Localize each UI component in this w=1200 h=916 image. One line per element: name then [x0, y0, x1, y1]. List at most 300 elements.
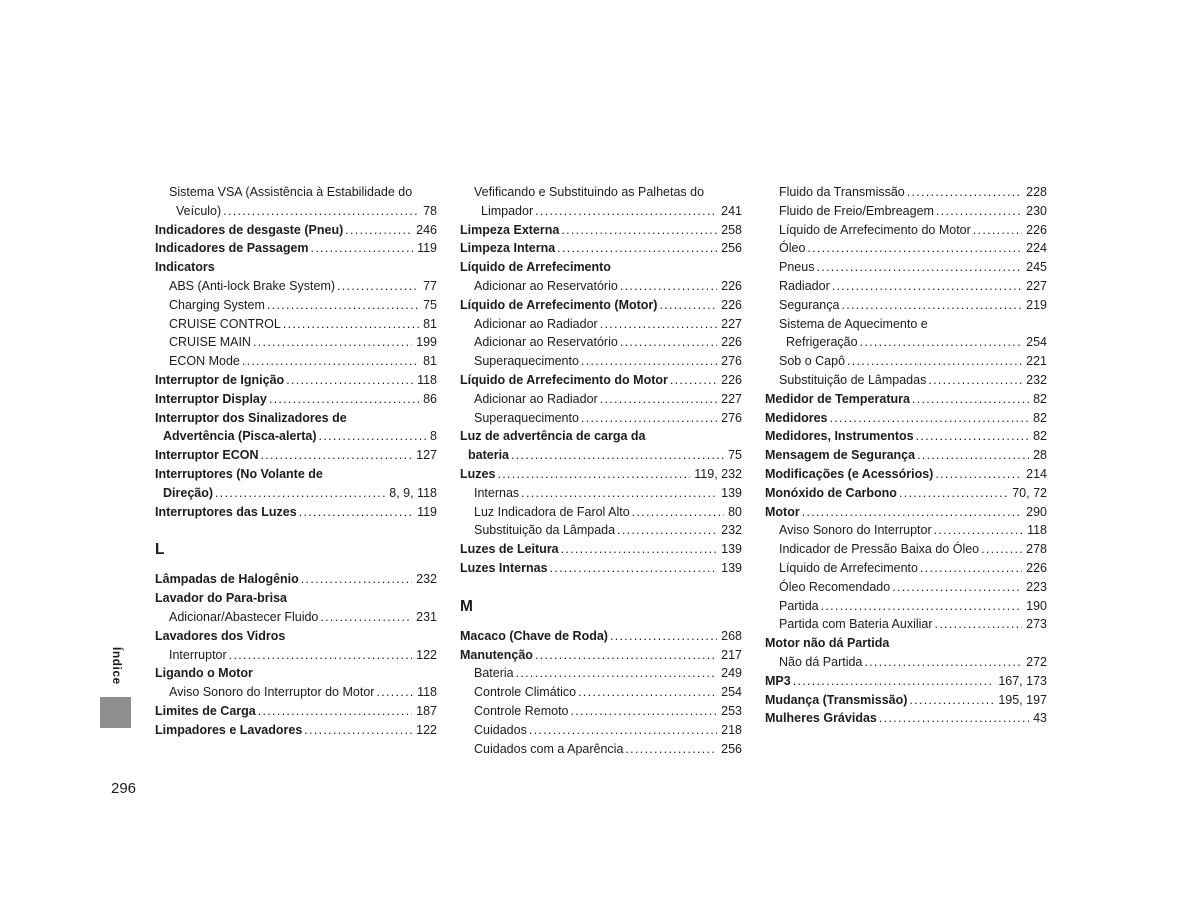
dot-leader [320, 608, 412, 627]
entry-label: Luzes [460, 466, 496, 481]
index-entry [155, 503, 437, 522]
index-entry [460, 371, 742, 390]
index-entry [765, 258, 1047, 277]
entry-label: Limpeza Interna [460, 241, 556, 256]
dot-leader [258, 702, 412, 721]
page-number: 296 [111, 780, 137, 797]
entry-page-number: 226 [721, 372, 742, 387]
entry-label: Interruptor Display [155, 391, 267, 406]
index-entry [460, 202, 742, 221]
dot-leader [242, 352, 419, 371]
dot-leader [916, 427, 1029, 446]
entry-label: ABS (Anti-lock Brake System) [169, 278, 336, 293]
entry-label: Manutenção [460, 647, 533, 662]
entry-page-number: 226 [721, 278, 742, 293]
entry-page-number: 226 [721, 297, 742, 312]
index-entry [765, 333, 1047, 352]
dot-leader [521, 484, 717, 503]
entry-page-number: 226 [1026, 560, 1047, 575]
entry-page-number: 82 [1033, 391, 1047, 406]
entry-label: Interruptor dos Sinalizadores de [155, 410, 347, 425]
entry-page-number: 227 [1026, 278, 1047, 293]
dot-leader [283, 315, 419, 334]
dot-leader [821, 597, 1023, 616]
dot-leader [269, 390, 419, 409]
index-entry [155, 465, 437, 484]
index-entry [460, 352, 742, 371]
entry-label: Direção) [163, 485, 214, 500]
dot-leader [557, 239, 717, 258]
entry-label: Interruptor de Ignição [155, 372, 285, 387]
dot-leader [620, 333, 717, 352]
index-entry [765, 446, 1047, 465]
index-entry [155, 221, 437, 240]
index-entry [765, 277, 1047, 296]
entry-label: Motor [765, 504, 800, 519]
index-entry [460, 333, 742, 352]
entry-label: Radiador [779, 278, 830, 293]
entry-page-number: 127 [416, 448, 437, 463]
index-entry [155, 315, 437, 334]
dot-leader [907, 183, 1022, 202]
index-entry [765, 315, 1047, 334]
entry-label: Indicadores de Passagem [155, 241, 309, 256]
dot-leader [909, 691, 994, 710]
entry-label: Lavador do Para-brisa [155, 591, 287, 606]
entry-page-number: 232 [721, 523, 742, 538]
dot-leader [535, 202, 717, 221]
entry-label: Fluido de Freio/Embreagem [779, 203, 934, 218]
entry-label: CRUISE CONTROL [169, 316, 281, 331]
index-entry [155, 371, 437, 390]
entry-label: Limpador [481, 203, 534, 218]
dot-leader [935, 465, 1022, 484]
index-entry [765, 615, 1047, 634]
entry-label: Superaquecimento [474, 354, 579, 369]
entry-page-number: 119 [417, 504, 437, 519]
dot-leader [311, 239, 414, 258]
index-entry [765, 352, 1047, 371]
entry-label: Luzes de Leitura [460, 542, 559, 557]
entry-page-number: 221 [1026, 354, 1047, 369]
index-entry [155, 627, 437, 646]
entry-page-number: 276 [721, 354, 742, 369]
entry-label: Controle Climático [474, 685, 577, 700]
dot-leader [529, 721, 717, 740]
dot-leader [260, 446, 412, 465]
dot-leader [659, 296, 717, 315]
entry-page-number: 246 [416, 222, 437, 237]
entry-page-number: 118 [417, 372, 437, 387]
index-entry [460, 683, 742, 702]
entry-page-number: 75 [423, 297, 437, 312]
index-entry [155, 589, 437, 608]
dot-leader [625, 740, 717, 759]
dot-leader [571, 702, 718, 721]
entry-page-number: 119 [417, 241, 437, 256]
dot-leader [912, 390, 1029, 409]
dot-leader [832, 277, 1022, 296]
entry-page-number: 254 [1026, 335, 1047, 350]
entry-page-number: 122 [416, 647, 437, 662]
entry-page-number: 80 [728, 504, 742, 519]
dot-leader [928, 371, 1022, 390]
index-entry [460, 540, 742, 559]
index-entry [460, 427, 742, 446]
entry-label: Limpeza Externa [460, 222, 560, 237]
dot-leader [304, 721, 412, 740]
entry-page-number: 258 [721, 222, 742, 237]
entry-page-number: 254 [721, 685, 742, 700]
entry-label: Luz Indicadora de Farol Alto [474, 504, 630, 519]
index-entry [765, 540, 1047, 559]
entry-page-number: 199 [416, 335, 437, 350]
entry-label: bateria [468, 448, 509, 463]
entry-label: Luz de advertência de carga da [460, 429, 646, 444]
entry-page-number: 82 [1033, 429, 1047, 444]
dot-leader [617, 521, 717, 540]
entry-page-number: 227 [721, 391, 742, 406]
entry-page-number: 228 [1026, 185, 1047, 199]
entry-label: Fluido da Transmissão [779, 185, 905, 199]
index-entry [460, 390, 742, 409]
entry-page-number: 70, 72 [1012, 485, 1047, 500]
index-entry [155, 721, 437, 740]
entry-page-number: 223 [1026, 579, 1047, 594]
entry-label: Adicionar ao Radiador [474, 316, 598, 331]
dot-leader [253, 333, 412, 352]
index-entry [765, 634, 1047, 653]
entry-label: Macaco (Chave de Roda) [460, 628, 608, 643]
index-column [765, 183, 1047, 758]
entry-label: Sistema VSA (Assistência à Estabilidade do [169, 185, 413, 199]
entry-page-number: 28 [1033, 448, 1047, 463]
index-entry [765, 521, 1047, 540]
entry-label: Partida com Bateria Auxiliar [779, 617, 933, 632]
dot-leader [299, 503, 413, 522]
entry-page-number: 256 [721, 741, 742, 756]
entry-page-number: 253 [721, 703, 742, 718]
dot-leader [511, 446, 724, 465]
index-entry [765, 239, 1047, 258]
entry-label: Adicionar ao Reservatório [474, 278, 618, 293]
entry-label: Medidor de Temperatura [765, 391, 910, 406]
entry-label: Superaquecimento [474, 410, 579, 425]
entry-page-number: 217 [721, 647, 742, 662]
entry-label: Limpadores e Lavadores [155, 722, 303, 737]
entry-label: Indicador de Pressão Baixa do Óleo [779, 542, 980, 557]
dot-leader [561, 221, 717, 240]
index-entry [155, 702, 437, 721]
dot-leader [920, 559, 1022, 578]
entry-label: Aviso Sonoro do Interruptor do Motor [169, 685, 375, 700]
index-entry [155, 484, 437, 503]
index-entry [460, 664, 742, 683]
index-entry [460, 503, 742, 522]
index-entry [460, 258, 742, 277]
entry-label: Partida [779, 598, 819, 613]
dot-leader [337, 277, 419, 296]
index-entry [765, 672, 1047, 691]
index-column [460, 183, 742, 758]
section-heading: L [155, 541, 165, 559]
index-entry [460, 221, 742, 240]
entry-page-number: 8 [430, 429, 437, 444]
entry-label: Pneus [779, 260, 815, 275]
entry-page-number: 232 [1026, 372, 1047, 387]
entry-label: Líquido de Arrefecimento [460, 260, 611, 275]
index-tab-label: Índice [110, 647, 124, 685]
dot-leader [802, 503, 1022, 522]
entry-page-number: 139 [721, 485, 742, 500]
dot-leader [936, 202, 1022, 221]
index-entry [765, 183, 1047, 202]
dot-leader [581, 409, 717, 428]
index-entry [765, 465, 1047, 484]
entry-label: Líquido de Arrefecimento do Motor [460, 372, 668, 387]
dot-leader [879, 709, 1029, 728]
index-entry [765, 409, 1047, 428]
entry-page-number: 81 [423, 354, 437, 369]
index-entry [155, 333, 437, 352]
index-entry [765, 427, 1047, 446]
entry-label: Controle Remoto [474, 703, 569, 718]
index-entry [460, 315, 742, 334]
index-entry [765, 296, 1047, 315]
dot-leader [860, 333, 1023, 352]
dot-leader [973, 221, 1022, 240]
dot-leader [286, 371, 413, 390]
entry-label: Veículo) [176, 203, 222, 218]
index-entry [155, 239, 437, 258]
index-entry [460, 239, 742, 258]
dot-leader [550, 559, 718, 578]
dot-leader [632, 503, 724, 522]
entry-label: Ligando o Motor [155, 666, 253, 681]
index-columns [155, 183, 1047, 758]
index-entry [460, 446, 742, 465]
entry-page-number: 224 [1026, 241, 1047, 256]
entry-label: Substituição de Lâmpadas [779, 372, 927, 387]
entry-label: Luzes Internas [460, 560, 548, 575]
entry-page-number: 230 [1026, 203, 1047, 218]
entry-label: Lâmpadas de Halogênio [155, 572, 299, 587]
index-entry [460, 740, 742, 759]
entry-label: Internas [474, 485, 520, 500]
dot-leader [847, 352, 1022, 371]
entry-label: Mudança (Transmissão) [765, 692, 908, 707]
entry-label: Aviso Sonoro do Interruptor [779, 523, 932, 538]
entry-page-number: 214 [1026, 466, 1047, 481]
entry-label: Sob o Capô [779, 354, 846, 369]
index-entry [765, 597, 1047, 616]
index-entry [155, 409, 437, 428]
index-entry [460, 627, 742, 646]
entry-label: Líquido de Arrefecimento (Motor) [460, 297, 658, 312]
dot-leader [807, 239, 1022, 258]
dot-leader [215, 484, 385, 503]
index-entry [460, 721, 742, 740]
dot-leader [899, 484, 1008, 503]
dot-leader [934, 521, 1023, 540]
entry-page-number: 268 [721, 628, 742, 643]
dot-leader [535, 646, 717, 665]
section-heading: M [460, 597, 473, 615]
index-entry [155, 296, 437, 315]
entry-page-number: 195, 197 [998, 692, 1047, 707]
entry-page-number: 245 [1026, 260, 1047, 275]
index-entry [765, 221, 1047, 240]
index-tab-marker [100, 697, 131, 728]
entry-label: Advertência (Pisca-alerta) [163, 429, 317, 444]
entry-label: Interruptores das Luzes [155, 504, 297, 519]
index-entry [155, 183, 437, 202]
index-entry [155, 683, 437, 702]
index-entry [155, 258, 437, 277]
entry-label: Interruptores (No Volante de [155, 466, 323, 481]
index-entry [460, 277, 742, 296]
entry-page-number: 119, 232 [694, 466, 742, 481]
dot-leader [319, 427, 427, 446]
entry-label: Adicionar ao Radiador [474, 391, 598, 406]
entry-page-number: 232 [416, 572, 437, 587]
dot-leader [223, 202, 419, 221]
entry-label: Modificações (e Acessórios) [765, 466, 934, 481]
entry-label: Indicators [155, 260, 215, 275]
entry-page-number: 82 [1033, 410, 1047, 425]
entry-label: Adicionar ao Reservatório [474, 335, 618, 350]
entry-label: Medidores [765, 410, 828, 425]
entry-label: Líquido de Arrefecimento [779, 560, 918, 575]
dot-leader [892, 578, 1022, 597]
dot-leader [561, 540, 718, 559]
index-entry [460, 702, 742, 721]
entry-label: Sistema de Aquecimento e [779, 316, 928, 331]
entry-label: Medidores, Instrumentos [765, 429, 914, 444]
index-entry [765, 653, 1047, 672]
index-entry [765, 484, 1047, 503]
dot-leader [610, 627, 717, 646]
index-entry [765, 371, 1047, 390]
dot-leader [864, 653, 1022, 672]
entry-page-number: 219 [1026, 297, 1047, 312]
index-entry [460, 183, 742, 202]
dot-leader [600, 390, 717, 409]
entry-label: Charging System [169, 297, 265, 312]
index-entry [155, 608, 437, 627]
index-entry [765, 202, 1047, 221]
index-entry [765, 709, 1047, 728]
entry-page-number: 75 [728, 448, 742, 463]
dot-leader [620, 277, 717, 296]
dot-leader [376, 683, 413, 702]
entry-page-number: 81 [423, 316, 437, 331]
entry-page-number: 290 [1026, 504, 1047, 519]
entry-label: Não dá Partida [779, 654, 863, 669]
index-entry [460, 296, 742, 315]
dot-leader [793, 672, 995, 691]
entry-page-number: 43 [1033, 711, 1047, 726]
entry-label: ECON Mode [169, 354, 240, 369]
entry-label: Substituição da Lâmpada [474, 523, 616, 538]
entry-label: Cuidados com a Aparência [474, 741, 624, 756]
entry-label: Interruptor [169, 647, 227, 662]
entry-label: Mensagem de Segurança [765, 448, 916, 463]
index-entry [460, 409, 742, 428]
entry-page-number: 256 [721, 241, 742, 256]
dot-leader [935, 615, 1023, 634]
index-entry [155, 446, 437, 465]
entry-label: Lavadores dos Vidros [155, 628, 286, 643]
entry-page-number: 231 [416, 609, 437, 624]
index-entry [460, 465, 742, 484]
index-entry [155, 202, 437, 221]
dot-leader [516, 664, 718, 683]
entry-label: MP3 [765, 673, 791, 688]
entry-label: Refrigeração [786, 335, 858, 350]
entry-page-number: 249 [721, 666, 742, 681]
index-entry [765, 578, 1047, 597]
index-entry [155, 427, 437, 446]
entry-page-number: 78 [423, 203, 437, 218]
entry-label: Indicadores de desgaste (Pneu) [155, 222, 344, 237]
entry-label: Óleo Recomendado [779, 579, 891, 594]
entry-label: Óleo [779, 241, 806, 256]
index-entry [155, 570, 437, 589]
index-entry [155, 390, 437, 409]
index-entry [155, 646, 437, 665]
index-entry [460, 559, 742, 578]
index-entry [155, 664, 437, 683]
entry-page-number: 122 [416, 722, 437, 737]
index-entry [765, 503, 1047, 522]
dot-leader [267, 296, 419, 315]
entry-page-number: 218 [721, 722, 742, 737]
index-entry [155, 277, 437, 296]
entry-page-number: 8, 9, 118 [389, 485, 437, 500]
entry-label: Líquido de Arrefecimento do Motor [779, 222, 971, 237]
entry-page-number: 190 [1026, 598, 1047, 613]
entry-page-number: 118 [1027, 523, 1047, 538]
dot-leader [830, 409, 1030, 428]
entry-label: Cuidados [474, 722, 527, 737]
index-entry [460, 484, 742, 503]
entry-label: Bateria [474, 666, 514, 681]
entry-label: Segurança [779, 297, 840, 312]
entry-page-number: 139 [721, 560, 742, 575]
index-entry [765, 559, 1047, 578]
dot-leader [581, 352, 717, 371]
entry-page-number: 276 [721, 410, 742, 425]
dot-leader [578, 683, 717, 702]
index-entry [460, 646, 742, 665]
entry-page-number: 272 [1026, 654, 1047, 669]
entry-label: Vefificando e Substituindo as Palhetas do [474, 185, 705, 199]
index-column [155, 183, 437, 758]
entry-page-number: 273 [1026, 617, 1047, 632]
dot-leader [670, 371, 717, 390]
entry-page-number: 167, 173 [998, 673, 1047, 688]
dot-leader [917, 446, 1029, 465]
dot-leader [345, 221, 412, 240]
entry-page-number: 187 [416, 703, 437, 718]
dot-leader [816, 258, 1022, 277]
entry-label: CRUISE MAIN [169, 335, 251, 350]
entry-page-number: 226 [1026, 222, 1047, 237]
entry-label: Limites de Carga [155, 703, 256, 718]
entry-page-number: 77 [423, 278, 437, 293]
entry-page-number: 118 [417, 685, 437, 700]
